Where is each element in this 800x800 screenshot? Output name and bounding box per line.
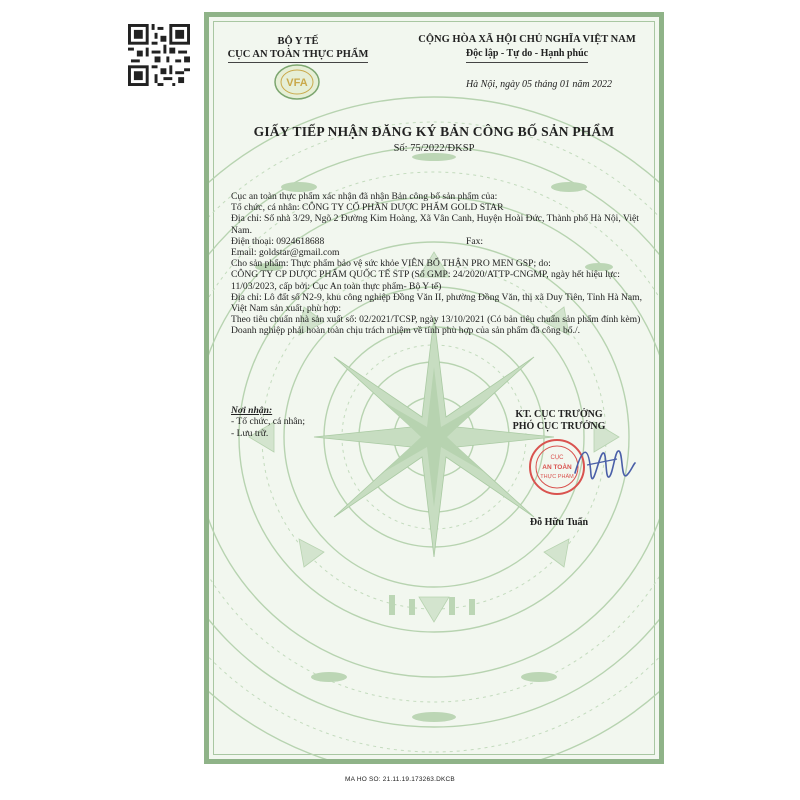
- address-text: Địa chỉ: Số nhà 3/29, Ngõ 2 Đường Kim Hoàng, Xã Vân Canh, Huyện Hoài Đức, Thành phố Hà Nội, Việt Nam.: [231, 213, 639, 236]
- manufacturer-address-text: Địa chỉ: Lô đất số N2-9, khu công nghiệp Đồng Văn II, phường Đồng Văn, thị xã Duy Tiên, Tỉnh Hà Nam, Việt Nam sản xuất, phù hợp:: [231, 291, 643, 315]
- fax-text: Fax:: [466, 235, 484, 247]
- certificate-document: [204, 12, 664, 764]
- signature-title: [479, 409, 639, 433]
- dossier-code: MA HO SO: 21.11.19.173263.DKCB: [345, 776, 455, 783]
- issuer-header: [223, 35, 373, 63]
- recipient-item: - Tổ chức, cá nhân;: [231, 416, 306, 428]
- organization-text: Tổ chức, cá nhân: CÔNG TY CỔ PHẦN DƯỢC PHẨM GOLD STAR: [231, 202, 504, 214]
- vfa-logo-icon: [273, 62, 321, 102]
- recipient-item: - Lưu trữ.: [231, 427, 269, 439]
- country-name: CỘNG HÒA XÃ HỘI CHỦ NGHĨA VIỆT NAM: [418, 34, 636, 45]
- document-body: [231, 191, 651, 337]
- national-motto: Độc lập - Tự do - Hạnh phúc: [466, 47, 588, 63]
- recipients-block: [231, 405, 305, 439]
- product-text: Cho sản phẩm: Thực phẩm bảo vệ sức khỏe VIÊN BỔ THẬN PRO MEN GSP; do:: [231, 258, 551, 270]
- signature-line-2: PHÓ CỤC TRƯỞNG: [512, 421, 606, 432]
- standard-text: Theo tiêu chuẩn nhà sản xuất số: 02/2021/TCSP, ngày 13/10/2021 (Có bản tiêu chuẩn sản phẩm đính kèm): [231, 314, 641, 326]
- stamp-text: AN TOÀN: [542, 464, 572, 471]
- signature-line-1: KT. CỤC TRƯỞNG: [515, 409, 603, 420]
- email-text: Email: goldstar@gmail.com: [231, 247, 340, 259]
- qr-code: [128, 24, 190, 86]
- issue-date: Hà Nội, ngày 05 tháng 01 năm 2022: [465, 79, 613, 90]
- agency-name: CỤC AN TOÀN THỰC PHẨM: [228, 48, 369, 63]
- recipients-heading: Nơi nhận:: [231, 405, 273, 416]
- national-header: [391, 33, 663, 63]
- stamp-text: CỤC: [550, 455, 564, 461]
- ministry-name: BỘ Y TẾ: [277, 36, 319, 47]
- contact-row: [231, 236, 651, 247]
- manufacturer-text: CÔNG TY CP DƯỢC PHẨM QUỐC TẾ STP (Số GMP: 24/2020/ATTP-CNGMP, ngày hết hiệu lực: 11/03/2023, cấp bởi: Cục An toàn thực phẩm- Bộ Y tế): [231, 269, 620, 292]
- document-title: GIẤY TIẾP NHẬN ĐĂNG KÝ BẢN CÔNG BỐ SẢN PHẨM: [253, 124, 615, 139]
- handwritten-signature: [569, 435, 639, 495]
- phone-text: Điện thoại: 0924618688: [231, 235, 325, 247]
- logo-text: VFA: [286, 77, 308, 89]
- stamp-text: THỰC PHẨM: [540, 474, 574, 480]
- signer-name: Đỗ Hữu Tuấn: [529, 517, 589, 528]
- document-number: Số: 75/2022/ĐKSP: [393, 143, 475, 154]
- responsibility-text: Doanh nghiệp phải hoàn toàn chịu trách nhiệm về tính phù hợp của sản phẩm đã công bố./.: [231, 325, 581, 337]
- intro-text: Cục an toàn thực phẩm xác nhận đã nhận Bản công bố sản phẩm của:: [231, 191, 498, 202]
